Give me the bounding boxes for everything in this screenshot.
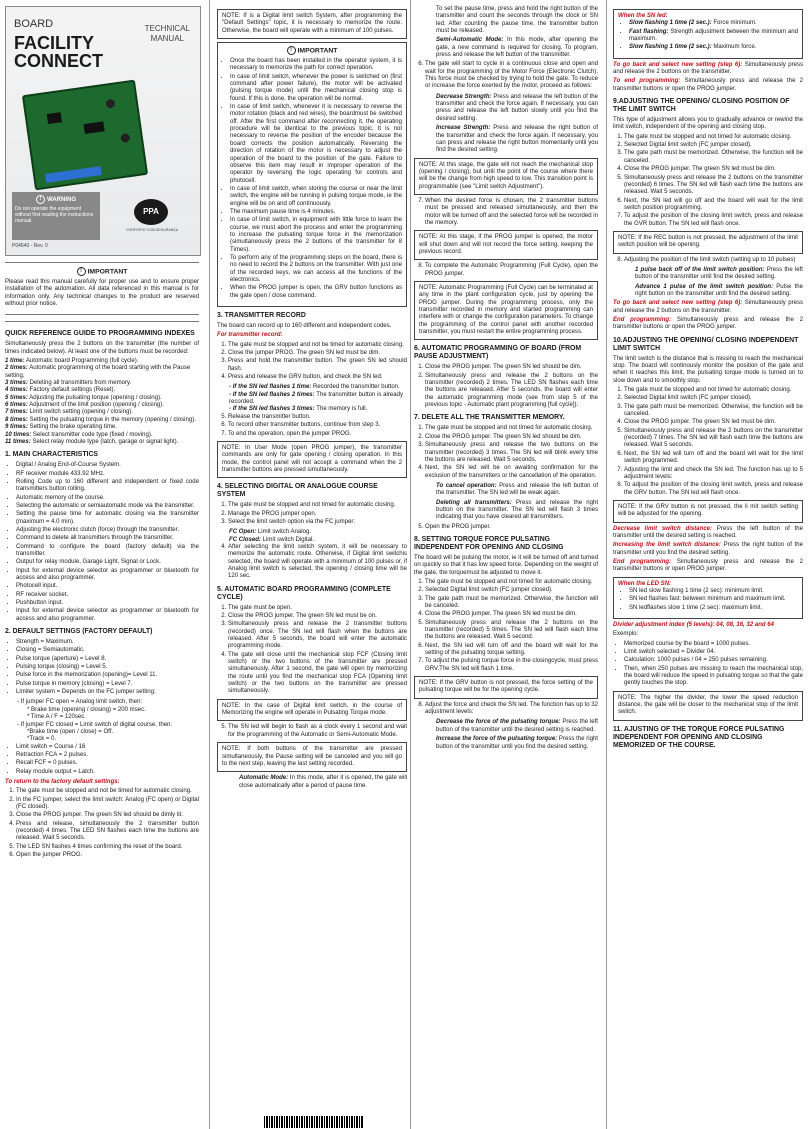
section-5-title: 5. AUTOMATIC BOARD PROGRAMMING (COMPLETE CYCLE)	[217, 585, 391, 601]
pause-programming-steps	[414, 364, 598, 409]
cover-board-label: BOARD	[14, 18, 54, 30]
step-item: 7. To end the operation, open the jumper PROG.	[228, 431, 407, 438]
step-item: 2. Selected Digital limit switch (FC jumper closed).	[624, 142, 803, 149]
step-item: 2. In the FC jumper, select the limit switch: Analog (FC open) or Digital (FC closed).	[16, 797, 199, 812]
course-system-steps	[217, 502, 407, 526]
default-item: • Strength = Maximum.	[16, 639, 199, 646]
sn-item: • SN led slow flashing 1 time (2 sec): minimum limit.	[629, 588, 798, 595]
characteristic-item: • Setting the pause time for automatic closing via the transmitter (maximum = 4.0 min).	[16, 511, 199, 526]
step-item: 1. The gate must be stopped and not timed for automatic closing.	[624, 134, 803, 141]
default-item: • Recall FCF = 0 pulses.	[16, 760, 199, 767]
barcode	[264, 1116, 364, 1128]
note-box: NOTE: If both buttons of the transmitter are pressed simultaneously, the Pause setting will be canceled and you will go to the next step, leaving the last setting recorded.	[217, 742, 407, 772]
step-item: 5. Release the transmitter button.	[228, 414, 407, 421]
quickref-list	[5, 358, 199, 446]
step-item: 1. The gate must be stopped and not timed for automatic closing.	[228, 502, 407, 509]
note-box: NOTE: If the REC button is not pressed, the adjustment of the limit switch position will be opening.	[613, 231, 803, 254]
default-item: • Pulse force in the memorization (opening)= Level 11.	[16, 672, 199, 679]
section-8-title: 8. SETTING TORQUE FORCE PULSATING INDEPENDENT FOR OPENING AND CLOSING	[414, 535, 564, 551]
led-results: - If the SN led flashes 1 time: Recorded the transmitter button. - If the SN led flashes 2 times: The transmitter button is already recorded. - If the SN led flashes 3 times: The memory is full.	[229, 384, 403, 413]
quickref-item: 3 times: Deleting all transmitters from memory.	[5, 380, 132, 387]
characteristic-item: • RF receiver socket.	[16, 592, 199, 599]
characteristics-list	[5, 462, 199, 623]
section-10-title: 10.ADJUSTING THE OPENING/ CLOSING INDEPENDENT LIMIT SWITCH	[613, 336, 799, 352]
cover-technical-manual: TECHNICAL MANUAL	[144, 24, 190, 43]
limit-position-steps	[613, 134, 803, 228]
quick-reference: QUICK REFERENCE GUIDE TO PROGRAMMING INDEXES Simultaneously press the 2 buttons on the transmitter (the number of times indicated below). At least one of the buttons must be recorded: 1 time: Automatic board Programming (full cycle). 2 times: Automatic programming of the board starting with the Pause setting. 3 times: Deleting all transmitters from memory. 4 times: Factory default settings (Reset). 5 times: Adjusting the pulsating torque (opening / closing). 6 times: Adjustment of the limit position (opening / closing). 7 times: Limit switch setting (opening / closing). 8 times: Setting the pulsating torque in the memory (opening / closing). 9 times: Setting the brake operating time. 10 times: Select transmitter code type (fixed / moving). 11 times: Select relay module type (latch, garage or signal light).	[5, 321, 199, 446]
important-item: • In case of limit switch, in equipment with little force to learn the course, we must abort the process and enter the programming to increase the pulsating torque force in the memorization (simultaneously press the 2 buttons of the transmitter for 8 Times).	[230, 217, 402, 254]
step-item: 2. Manage the PROG jumper open.	[228, 511, 407, 518]
auto-programming-steps	[217, 605, 407, 696]
step-item: 3. Select the limit switch option via the FC jumper:	[228, 519, 407, 526]
step-item: 4. Press and release, simultaneously the 2 transmitter button (recorded) 4 times. The LED SN flashes each time the buttons are released. Wait 5 seconds.	[16, 821, 199, 843]
example-list	[613, 641, 803, 688]
characteristic-item: • Adjusting the electronic clutch (force) through the transmitter.	[16, 527, 199, 534]
delete-memory-steps	[414, 425, 598, 479]
step-item: 3. Simultaneously press and release the two buttons on the transmitter (recorded) 3 times. The SN led will blink every time the buttons are released. Wait 5 seconds.	[425, 442, 598, 464]
default-item: • Closing = Semiautomatic.	[16, 647, 199, 654]
step-item: 4. Close the PROG jumper. The green SN led must be dim.	[624, 166, 803, 173]
important-box: ! IMPORTANT • Once the board has been installed in the operator system, it is necessary to memorize the path for correct operation. • In case of limit switch, whenever the power is switched on (first command after power failure), the motor will be activated (pulsing torque mode) until the mechanical closing stop is found. If this is done, the operation will be normal. • In case of limit switch, whenever it is necessary to reverse the motor rotation (black and red wires), the boardmust be switched off. After the first command after reconnecting it, the operating procedure will be identical to the previous topic. It is not necessary to reverse the position of the encoder because the board corrects the position automatically. Reversing the direction of rotation of the motor is necessary to adjust the operation of the board to the position of the gate. Failure to observe this item may result in improper operation of the operator by reversing the logic operating for controls and photocell. • In case of limit switch, when storing the course or near the limit switch, the engine will be running in pulsing torque mode, ie the engine will be on and off continuously. • The maximum pause time is 4 minutes. • In case of limit switch, in equipment with little force to learn the course, we must abort the process and enter the programming to increase the pulsating torque force in the memorization (simultaneously press the 2 buttons of the transmitter for 8 Times). • To perform any of the programming steps on the board, there is no need to record the 2 buttons on the transmitter. With just one of the recorded keys, we can access all the functions of the electronics. • When the PROG jumper is open, the GRV button functions as the gate open / close command.	[217, 42, 407, 307]
step-item: 2. Simultaneously press and release the 2 buttons on the transmitter (recorded) 2 times. The LED SN flashes each time the buttons are released. After 5 seconds, the board will enter the automatic programming mode (see from step 5 of the previous topic - Automatic plant programming [full cycle]).	[425, 373, 598, 410]
characteristic-item: • Output for relay module, Garage Light, Signal or Lock.	[16, 559, 199, 566]
column-3: To set the pause time, press and hold the right button of the transmitter and count the seconds through the clock or SN led. After counting the pause time, the transmitter button must be released. Semi-Automatic Mode: In this mode, after opening the gate, a new command is required for closing. To program, press and release the left button of the transmitter. 6. The gate will start to cycle in a continuous close and open and wait for the programming of the Motor Force (Electronic Clutch). This force must be checked by trying to hold the gate. To reduce or increase the force exerted by the motor, proceed as follows: Decrease Strength: Press and release the left button of the transmitter and check the force again. If necessary, you can press and release the left button slowly until you find the desired setting. Increase Strength: Press and release the right button of the transmitter and check the force again. If necessary, you can press and release the right button momentarily until you find the desired setting. NOTE: At this stage, the gate will not reach the mechanical stop (opening / closing), but until the point of the course where there will be the change from high speed to low. This transition point is programmable (see "Limit switch Adjustment"). 7. When the desired force is chosen, the 2 transmitter buttons must be pressed and released simultaneously, and then the motor will be turned off and the selected force will be recorded in the memory. NOTE: At this stage, if the PROG jumper is opened, the motor will shut down and will not record the force setting, keeping the previous record. 8. To complete the Automatic Programming (Full Cycle), open the PROG jumper. NOTE: Automatic Programming (Full Cycle) can be terminated at any time in the plant configuration cycle, just by opening the PROG jumper. During the programming process, only the transmitter recorded in memory and started programming can interfere with or change the configuration parameters. To change the programming of the control panel with another recorded transmitter, you must restart the entire programming process. 6. AUTOMATIC PROGRAMMING OF BOARD (FROM PAUSE ADJUSTMENT) 1. Close the PROG jumper. The green SN led should be dim. 2. Simultaneously press and release the 2 buttons on the transmitter (recorded) 2 times. The LED SN flashes each time the buttons are released. After 5 seconds, the board will enter the automatic programming mode (see from step 5 of the previous topic - Automatic plant programming [full cycle]). 7. DELETE ALL THE TRANSMITTER MEMORY. 1. The gate must be stopped and not timed for automatic closing. 2. Close the PROG jumper. The green SN led should be dim. 3. Simultaneously press and release the two buttons on the transmitter (recorded) 3 times. The SN led will blink every time the buttons are released. Wait 5 seconds. 4. Next, the SN led will be on awaiting confirmation for the exclusion of the transmitters or the cancellation of the operation. To cancel operation: Press and release the left button of the transmitter. The SN led will be weak again. Deleting all transmitters: Press and release the right button on the transmitter. The SN led will flash 3 times indicating that you have cleared all transmitters. 5. Open the PROG jumper. 8. SETTING TORQUE FORCE PULSATING INDEPENDENT FOR OPENING AND CLOSING The board will be pulsing the motor, ie it will be turned off and turned on quickly so that it has low speed force. Depending on the weight of the gate, the torquemust be adjusted to move it. 1. The gate must be stopped and not timed for automatic closing. 2. Selected Digital limit switch (FC jumper closed). 3. The gate path must be memorized. Otherwise, the function will be canceled. 4. Close the PROG jumper. The green SN led must be dim. 5. Simultaneously press and release the 2 buttons on the transmitter (recorded) 5 times. The SN led will flash each time the buttons are released. Wait 5 second. 6. Next, the SN led will turn off and the board will wait for the setting of the pulsating torque setting. 7. To adjust the pulsing torque force in the closingcycle, must press GRV.The SN led will flash 1 time. NOTE: If the GRV button is not pressed, the force setting of the pulsating torque will be for the opening cycle. 8. Adjust the force and check the SN led. The function has up to 32 adjustment levels: Decrease the force of the pulsating torque: Press the left button of the transmitter until the desired setting is reached. Increase the force of the pulsating torque: Press the right button of the transmitter until you find the desired setting.	[414, 6, 598, 753]
transmitter-record-steps-2	[217, 414, 407, 438]
return-defaults-title: To return to the factory default settings:	[5, 778, 120, 785]
column-2: NOTE: If is a Digital limit switch System, after programming the "Default Settings" topic, it is necessary to memorize the route. Otherwise, the board will operate with a minimum of 100 pulses. ! IMPORTANT • Once the board has been installed in the operator system, it is necessary to memorize the path for correct operation. • In case of limit switch, whenever the power is switched on (first command after power failure), the motor will be activated (pulsing torque mode) until the mechanical closing stop is found. If this is done, the operation will be normal. • In case of limit switch, whenever it is necessary to reverse the motor rotation (black and red wires), the boardmust be switched off. After the first command after reconnecting it, the operating procedure will be identical to the previous topic. It is not necessary to reverse the position of the encoder because the board corrects the position automatically. Reversing the direction of rotation of the motor is necessary to adjust the operation of the board to the position of the gate. Failure to observe this item may result in improper operation of the operator by reversing the logic operating for controls and photocell. • In case of limit switch, when storing the course or near the limit switch, the engine will be running in pulsing torque mode, ie the engine will be on and off continuously. • The maximum pause time is 4 minutes. • In case of limit switch, in equipment with little force to learn the course, we must abort the process and enter the programming to increase the pulsating torque force in the memorization (simultaneously press the 2 buttons of the transmitter for 8 Times). • To perform any of the programming steps on the board, there is no need to record the 2 buttons on the transmitter. With just one of the recorded keys, we can access all the functions of the electronics. • When the PROG jumper is open, the GRV button functions as the gate open / close command. 3. TRANSMITTER RECORD The board can record up to 160 different and independent codes. For transmitter record: 1. The gate must be stopped and not be timed for automatic closing. 2. Close the jumper PROG. The green SN led must be dim. 3. Press and hold the transmitter button. The green SN led should flash. 4. Press and release the GRV button, and check the SN led: - If the SN led flashes 1 time: Recorded the transmitter button. - If the SN led flashes 2 times: The transmitter button is already recorded. - If the SN led flashes 3 times: The memory is full. 5. Release the transmitter button. 6. To record other transmitter buttons, continue from step 3. 7. To end the operation, open the jumper PROG. NOTE: In User Mode (open PROG jumper), the transmitter commands are only for gate opening / closing operation. In this mode, the control panel will not accept a command when the 2 transmitter buttons are pressed simultaneously. 4. SELECTING DIGITAL OR ANALOGUE COURSE SYSTEM 1. The gate must be stopped and not timed for automatic closing. 2. Manage the PROG jumper open. 3. Select the limit switch option via the FC jumper: FC Open: Limit switch Analog. FC Closed: Limit switch Digital. 4. After selecting the limit switch system, it will be necessary to memorize the automatic route. Otherwise, if Digital limit switchis selected, the board will operate with a minimum of 100 pulses or, if Analog limit switch is selected, the opening / closing time will be 120 sec. 5. AUTOMATIC BOARD PROGRAMMING (COMPLETE CYCLE) 1. The gate must be open. 2. Close the PROG jumper. The green SN led must be on. 3. Simultaneously press and release the 2 transmitter buttons (recorded) once. The SN led will flash when the buttons are released. After 5 seconds, the board will enter the automatic programming mode. 4. The gate will close until the mechanical stop FCF (Closing limit switch) or the two buttons of the transmitter are pressed simultaneously. After 1 second, the gate will open by memorizing the route until you find the mechanical stop FCA (Opening limit switch) or the two buttons on the transmitter are pressed simultaneously. NOTE: In the case of Digital limit switch, in the course of Memorizing the engine will operate in Pulsating Torque mode. 5. The SN led will begin to flash as a clock every 1 second and wait for the programming of the Automatic or Semi-Automatic Mode. NOTE: If both buttons of the transmitter are pressed simultaneously, the Pause setting will be canceled and you will go to the next step, leaving the last setting recorded. Automatic Mode: In this mode, after it is opened, the gate will close automatically after a period of pause time.	[217, 6, 407, 792]
section-3-title: 3. TRANSMITTER RECORD	[217, 312, 306, 320]
step-item: 7. Adjusting the limit and check the SN led. The function has up to 5 adjustment levels:	[624, 467, 803, 482]
step-item: 7. To adjust the position of the closing limit switch, press and release the GVR button. The SN led will flash once.	[624, 213, 803, 228]
default-item: • Pulsing torque (closing) = Level 5.	[16, 664, 199, 671]
note-box: NOTE: The higher the divider, the lower the speed reduction distance, the gate will be closer to the mechanical stop of the limit switch.	[613, 691, 803, 721]
capacitor-shape	[105, 99, 115, 109]
step-item: 4. Close the PROG jumper. The green SN led must be dim.	[425, 611, 598, 618]
characteristic-item: • Rolling Code up to 160 different and independent or fixed code transmitters button rolling.	[16, 479, 199, 494]
limit-switch-steps	[613, 387, 803, 497]
step-item: 2. Close the jumper PROG. The green SN led must be dim.	[228, 350, 407, 357]
section-11-title: 11. AJUSTING OF THE TORQUE FORCE PULSATING INDEPENDENT FOR OPENING AND CLOSING MEMORIZED OF THE COURSE.	[613, 725, 785, 749]
important-icon: !	[77, 267, 86, 276]
step-item: 1. The gate must be stopped and not timed for automatic closing.	[624, 387, 803, 394]
default-item: • Retraction FCA = 2 pulses.	[16, 752, 199, 759]
characteristic-item: • Digital / Analog End-of-Course System.	[16, 462, 199, 469]
characteristic-item: • Command to delete all transmitters through the transmitter.	[16, 535, 199, 542]
characteristic-item: • Photocell input.	[16, 583, 199, 590]
characteristic-item: • Input for external device selector as programmer or bluetooth for access and also programmer.	[16, 568, 199, 583]
circuit-board-image	[22, 80, 148, 191]
torque-steps	[414, 579, 598, 673]
step-item: 5. The LED SN flashes 4 times confirming the reset of the board.	[16, 844, 199, 851]
transmitter-record-steps	[217, 342, 407, 382]
characteristic-item: • Input for external device selector as programmer or bluetooth for access and also programmer.	[16, 608, 199, 623]
quickref-item: 11 times: Select relay module type (latch, garage or signal light).	[5, 438, 179, 445]
cover-panel	[5, 6, 201, 256]
section-7-title: 7. DELETE ALL THE TRANSMITTER MEMORY.	[414, 414, 565, 422]
characteristic-item: • Automatic memory of the course.	[16, 495, 199, 502]
step-item: 4. Close the PROG jumper. The green SN led must be dim.	[624, 419, 803, 426]
step-item: 3. Press and hold the transmitter button. The green SN led should flash.	[228, 358, 407, 373]
step-item: 5. Simultaneously press and release the 2 buttons on the transmitter (recorded) 6 times. The SN led will flash each time the buttons are released. Wait 5 seconds.	[624, 175, 803, 197]
example-item: • Limit switch selected = Divider 04.	[624, 649, 803, 656]
note-box: NOTE: At this stage, the gate will not reach the mechanical stop (opening / closing), but until the point of the course where there will be the change from high speed to low. This transition point is programmable (see "Limit switch Adjustment").	[414, 158, 598, 195]
ppa-logo: PPA	[134, 199, 168, 225]
sn-item: • SN led flashes fast: between minimum and maximum limit.	[629, 596, 798, 603]
step-item: 1. The gate must be stopped and not timed for automatic closing.	[425, 425, 598, 432]
column-divider	[606, 0, 607, 1129]
important-notice: ! IMPORTANT Please read this manual carefully for proper use and to ensure proper installation of the automation. All data referenced in this manual is for information only. Any technical changes to the product are reserved without prior notice.	[5, 262, 199, 315]
column-divider	[410, 0, 411, 1129]
important-list	[222, 58, 402, 300]
step-item: 2. Selected Digital limit switch (FC jumper closed).	[624, 395, 803, 402]
quickref-item: 1 time: Automatic board Programming (full cycle).	[5, 358, 139, 365]
warning-icon: !	[36, 195, 45, 204]
note-box: NOTE: If is a Digital limit switch System, after programming the "Default Settings" topic, it is necessary to memorize the route. Otherwise, the board will operate with a minimum of 100 pulses.	[217, 9, 407, 39]
capacitor-shape	[120, 133, 130, 143]
quickref-item: 9 times: Setting the brake operating time.	[5, 424, 117, 431]
section-4-title: 4. SELECTING DIGITAL OR ANALOGUE COURSE SYSTEM	[217, 483, 378, 499]
step-item: 3. The gate path must be memorized. Otherwise, the function will be canceled.	[624, 404, 803, 419]
important-item: • In case of limit switch, whenever the power is switched on (first command after power failure), the motor will be activated (pulsing torque mode) until the mechanical closing stop is found. If this is done, the operation will be normal.	[230, 74, 402, 103]
important-item: • To perform any of the programming steps on the board, there is no need to record the 2 buttons on the transmitter. With just one of the recorded keys, we can access all the functions of the electronics.	[230, 255, 402, 284]
step-item: 3. The gate path must be memorized. Otherwise, the function will be canceled.	[624, 150, 803, 165]
step-item: 2. Close the PROG jumper. The green SN led should be dim.	[425, 434, 598, 441]
step-item: 5. Simultaneously press and release the 2 buttons on the transmitter (recorded) 7 times. The SN led will flash each time the buttons are released. Wait 5 seconds.	[624, 428, 803, 450]
step-item: 1. The gate must be open.	[228, 605, 407, 612]
quickref-item: 6 times: Adjustment of the limit position (opening / closing).	[5, 402, 164, 409]
quickref-item: 5 times: Adjusting the pulsating torque (opening / closing).	[5, 394, 162, 401]
sn-item: • Slow flashing 1 time (2 sec.): Force minimum.	[629, 20, 798, 27]
step-item: 7. To adjust the pulsing torque force in the closingcycle, must press GRV.The SN led will flash 1 time.	[425, 658, 598, 673]
step-item: 1. The gate must be stopped and not be timed for automatic closing.	[16, 788, 199, 795]
sn-item: • Slow flashing 1 time (2 sec.): Maximum force.	[629, 44, 798, 51]
chip-shape	[83, 121, 104, 134]
quickref-item: 10 times: Select transmitter code type (fixed / moving).	[5, 431, 153, 438]
terminal-block-shape	[45, 166, 102, 183]
warning-box: ! WARNING Do not operate the equipment without first reading the instructions manual.	[12, 192, 100, 240]
section-6-title: 6. AUTOMATIC PROGRAMMING OF BOARD (FROM PAUSE ADJUSTMENT)	[414, 345, 582, 361]
step-item: 1. The gate must be stopped and not timed for automatic closing.	[425, 579, 598, 586]
note-box: NOTE: At this stage, if the PROG jumper is opened, the motor will shut down and will not record the force setting, keeping the previous record.	[414, 230, 598, 260]
step-item: 3. Close the PROG jumper. The green SN led should be dimly lit.	[16, 812, 199, 819]
quickref-item: 2 times: Automatic programming of the board starting with the Pause setting.	[5, 365, 191, 379]
led-sn-box: When the LED SN: • SN led slow flashing 1 time (2 sec): minimum limit. • SN led flashes fast: between minimum and maximum limit. • SN ledflashes slow 1 time (2 sec): maximum limit.	[613, 577, 803, 619]
quickref-item: 4 times: Factory default settings (Reset).	[5, 387, 116, 394]
sn-led-box: When the SN led: • Slow flashing 1 time (2 sec.): Force minimum. • Fast flashing: Strength adjustment between the minimum and maximum. • Slow flashing 1 time (2 sec.): Maximum force.	[613, 9, 803, 59]
important-item: • The maximum pause time is 4 minutes.	[230, 209, 402, 216]
default-item: • Pulse torque (aperture) = Level 8.	[16, 656, 199, 663]
characteristic-item: • Command to configure the board (factory default) via the transmitter.	[16, 544, 199, 559]
section-9-title: 9.ADJUSTING THE OPENING/ CLOSING POSITION OF THE LIMIT SWITCH	[613, 98, 790, 114]
column-divider	[209, 0, 210, 1129]
column-4: When the SN led: • Slow flashing 1 time (2 sec.): Force minimum. • Fast flashing: Strength adjustment between the minimum and maximum. • Slow flashing 1 time (2 sec.): Maximum force. To go back and select new setting (step 6): Simultaneously press and release the 2 buttons on the transmitter. To end programming: Simultaneously press and release the 2 transmitter buttons or open the PROG jumper. 9.ADJUSTING THE OPENING/ CLOSING POSITION OF THE LIMIT SWITCH This type of adjustment allows you to gradually advance or rewind the limit switch, independent of the opening and closing stop. 1. The gate must be stopped and not timed for automatic closing. 2. Selected Digital limit switch (FC jumper closed). 3. The gate path must be memorized. Otherwise, the function will be canceled. 4. Close the PROG jumper. The green SN led must be dim. 5. Simultaneously press and release the 2 buttons on the transmitter (recorded) 6 times. The SN led will flash each time the buttons are released. Wait 5 seconds. 6. Next, the SN led will go off and the board will wait for the limit switch position programming. 7. To adjust the position of the closing limit switch, press and release the GVR button. The SN led will flash once. NOTE: If the REC button is not pressed, the adjustment of the limit switch position will be opening. 8. Adjusting the position of the limit switch (setting up to 10 pulses) 1 pulse back off of the limit switch position: Press the left button of the transmitter until find the desired setting. Advance 1 pulse of the limit switch position: Pulse the right button on the transmitter until find the desired setting. To go back and select new setting (step 6): Simultaneously press and release the 2 buttons on the transmitter. End programming: Simultaneously press and release the 2 transmitter buttons or open the PROG jumper. 10.ADJUSTING THE OPENING/ CLOSING INDEPENDENT LIMIT SWITCH The limit switch is the distance that is missing to reach the mechanical stop. The board will continously monitor the position of the gate and when it reaches this limit, the pulsating torque mode is turned on to slow down and to smoothly stop. 1. The gate must be stopped and not timed for automatic closing. 2. Selected Digital limit switch (FC jumper closed). 3. The gate path must be memorized. Otherwise, the function will be canceled. 4. Close the PROG jumper. The green SN led must be dim. 5. Simultaneously press and release the 2 buttons on the transmitter (recorded) 7 times. The SN led will flash each time the buttons are released. Wait 5 seconds. 6. Next, the SN led will turn off and the board will wait for the limit switch programmed. 7. Adjusting the limit and check the SN led. The function has up to 5 adjustment levels: 8. To adjust the position of the closing limit switch, press and release the GRV button. The SN led will flash once. NOTE: If the GRV button is not pressed, the li mit switch setting will be adjusted for the opening. Decrease limit switch distance: Press the left button of the transmitter until the desired setting is reached. Increasing the limit switch distance: Press the right button of the transmitter until you find the desired setting. End programming: Simultaneously press and release the 2 transmitter buttons or open PROG jumper. When the LED SN: • SN led slow flashing 1 time (2 sec): minimum limit. • SN led flashes fast: between minimum and maximum limit. • SN ledflashes slow 1 time (2 sec): maximum limit. Divider adjustment index (5 levels): 04, 08, 16, 32 and 64 Exemplo: • Memorized course by the board = 1000 pulses. • Limit switch selected = Divider 04. • Calculation: 1000 pulses / 04 = 250 pulses remaining. • Then, when 250 pulses are missing to reach the mechanical stop, the board will reduce the speed in pulsating torque so that the gate gently touches the stop. NOTE: The higher the divider, the lower the speed reduction distance, the gate will be closer to the mechanical stop of the limit switch. 11. AJUSTING OF THE TORQUE FORCE PULSATING INDEPENDENT FOR OPENING AND CLOSING MEMORIZED OF THE COURSE.	[613, 6, 803, 753]
default-item: • Pulse torque in memory (closing) = Level 7.	[16, 681, 199, 688]
sn-item: • Fast flashing: Strength adjustment between the minimum and maximum.	[629, 29, 798, 44]
important-icon: !	[287, 46, 296, 55]
default-item: • Limit switch = Course / 16	[16, 744, 199, 751]
example-item: • Calculation: 1000 pulses / 04 = 250 pulses remaining.	[624, 657, 803, 664]
example-item: • Then, when 250 pulses are missing to reach the mechanical stop, the board will reduce the speed in pulsating torque so that the gate gently touches the stop.	[624, 666, 803, 688]
note-box: NOTE: If the GRV button is not pressed, the li mit switch setting will be adjusted for the opening.	[613, 500, 803, 523]
default-item: • Limiter system = Depends on the FC jumper setting:	[16, 689, 199, 696]
step-item: 6. Next, the SN led will turn off and the board will wait for the limit switch programmed.	[624, 451, 803, 466]
step-item: 2. Selected Digital limit switch (FC jumper closed).	[425, 587, 598, 594]
return-defaults-steps	[5, 788, 199, 859]
step-item: 4. The gate will close until the mechanical stop FCF (Closing limit switch) or the two buttons of the transmitter are pressed simultaneously. After 1 second, the gate will open by memorizing the route until you find the mechanical stop FCA (Opening limit switch) or the two buttons on the transmitter are pressed simultaneously.	[228, 652, 407, 696]
step-item: 2. Close the PROG jumper. The green SN led must be on.	[228, 613, 407, 620]
step-item: 1. Close the PROG jumper. The green SN led should be dim.	[425, 364, 598, 371]
sn-item: • SN ledflashes slow 1 time (2 sec): maximum limit.	[629, 605, 798, 612]
note-box: NOTE: If the GRV button is not pressed, the force setting of the pulsating torque will be for the opening cycle.	[414, 676, 598, 699]
characteristic-item: • RF receiver module 433.92 MHz.	[16, 471, 199, 478]
note-box: NOTE: Automatic Programming (Full Cycle) can be terminated at any time in the plant configuration cycle, just by opening the PROG jumper. During the programming process, only the transmitter recorded in memory and started programming can interfere with or change the configuration parameters. To change the programming of the control panel with another recorded transmitter, you must restart the entire programming process.	[414, 281, 598, 340]
step-item: 3. Simultaneously press and release the 2 transmitter buttons (recorded) once. The SN led will flash when the buttons are released. After 5 seconds, the board will enter the automatic programming mode.	[228, 621, 407, 650]
step-item: 6. Open the jumper PROG.	[16, 852, 199, 859]
important-item: • In case of limit switch, when storing the course or near the limit switch, the engine will be running in pulsing torque mode, ie the engine will be on and off continuously.	[230, 186, 402, 208]
step-item: 6. To record other transmitter buttons, continue from step 3.	[228, 422, 407, 429]
step-item: 4. Next, the SN led will be on awaiting confirmation for the exclusion of the transmitters or the cancellation of the operation.	[425, 465, 598, 480]
characteristic-item: • Pushbutton input.	[16, 600, 199, 607]
section-2-title: 2. DEFAULT SETTINGS (FACTORY DEFAULT)	[5, 628, 153, 636]
note-box: NOTE: In User Mode (open PROG jumper), the transmitter commands are only for gate opening / closing operation. In this mode, the control panel will not accept a command when the 2 transmitter buttons are pressed simultaneously.	[217, 441, 407, 478]
step-item: 8. To adjust the position of the closing limit switch, press and release the GRV button. The SN led will flash once.	[624, 482, 803, 497]
defaults-list	[5, 639, 199, 696]
quickref-title: QUICK REFERENCE GUIDE TO PROGRAMMING INDEXES	[5, 330, 195, 338]
step-item: 1. The gate must be stopped and not be timed for automatic closing.	[228, 342, 407, 349]
step-item: 5. Simultaneously press and release the 2 buttons on the transmitter (recorded) 5 times. The SN led will flash each time the buttons are released. Wait 5 second.	[425, 620, 598, 642]
example-item: • Memorized course by the board = 1000 pulses.	[624, 641, 803, 648]
column-1	[5, 6, 199, 862]
limiter-details: - If jumper FC open = Analog limit switch, then: * Brake time (opening / closing) = 200 msec. * Time A / F = 120sec. - If jumper FC closed = Limit switch of digital course, then: *Brake time (open / close) = Off. *Track = 0.	[17, 699, 173, 743]
quickref-item: 8 times: Setting the pulsating torque in the memory (opening / closing).	[5, 416, 196, 423]
logo-tagline: CONFORTO COM SEGURANÇA	[126, 228, 179, 232]
quickref-item: 7 times: Limit switch setting (opening / closing).	[5, 409, 134, 416]
characteristic-item: • Selecting the automatic or semiautomatic mode via the transmitter.	[16, 503, 199, 510]
default-item: • Relay module output = Latch.	[16, 769, 199, 776]
defaults-list-2	[5, 744, 199, 776]
important-item: • Once the board has been installed in the operator system, it is necessary to memorize the path for correct operation.	[230, 58, 402, 73]
step-item: 6. Next, the SN led will turn off and the board will wait for the setting of the pulsating torque setting.	[425, 643, 598, 658]
step-item: 4. Press and release the GRV button, and check the SN led:	[228, 374, 407, 381]
step-item: 3. The gate path must be memorized. Otherwise, the function will be canceled.	[425, 596, 598, 611]
important-item: • In case of limit switch, whenever it is necessary to reverse the motor rotation (black and red wires), the boardmust be switched off. After the first command after reconnecting it, the operating procedure will be identical to the previous topic. It is not necessary to reverse the position of the encoder because the board corrects the position automatically. Reversing the direction of rotation of the motor is necessary to adjust the operation of the board to the position of the gate. Failure to observe this item may result in improper operation of the operator by reversing the logic operating for controls and photocell.	[230, 104, 402, 185]
step-item: 6. Next, the SN led will go off and the board will wait for the limit switch position programming.	[624, 198, 803, 213]
important-item: • When the PROG jumper is open, the GRV button functions as the gate open / close command.	[230, 285, 402, 300]
section-1-title: 1. MAIN CHARACTERISTICS	[5, 451, 99, 459]
cover-product-name: FACILITY CONNECT	[14, 33, 103, 71]
revision-code: P04640 - Rev. 0	[12, 243, 48, 249]
chip-shape	[47, 112, 62, 124]
note-box: NOTE: In the case of Digital limit switch, in the course of Memorizing the engine will operate in Pulsating Torque mode.	[217, 699, 407, 722]
